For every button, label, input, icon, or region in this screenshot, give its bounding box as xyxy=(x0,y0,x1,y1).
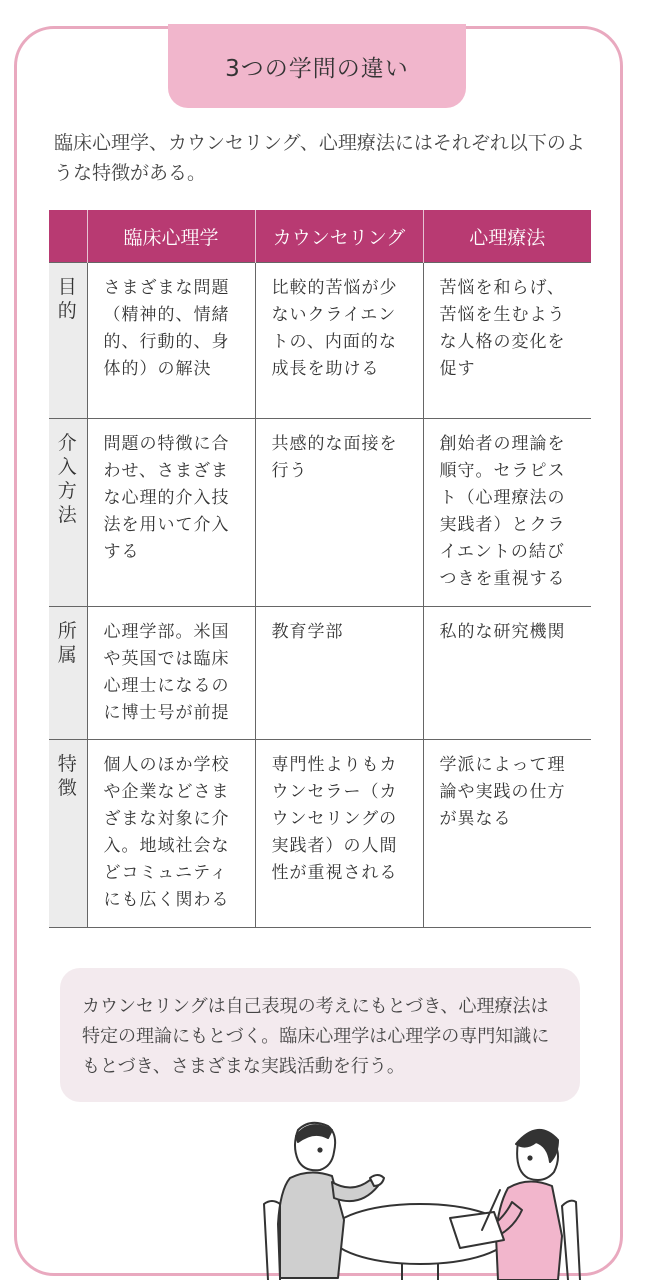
table-header-row xyxy=(49,210,591,263)
table-cell: 教育学部 xyxy=(255,607,423,740)
table-corner xyxy=(49,210,87,263)
table-cell: 学派によって理論や実践の仕方が異なる xyxy=(423,740,591,928)
comparison-table xyxy=(49,210,591,928)
counseling-illustration xyxy=(250,1118,590,1280)
column-header: カウンセリング xyxy=(255,210,423,263)
row-header: 介入方法 xyxy=(49,419,87,607)
table-cell: 心理学部。米国や英国では臨床心理士になるのに博士号が前提 xyxy=(87,607,255,740)
table-cell: 問題の特徴に合わせ、さまざまな心理的介入技法を用いて介入する xyxy=(87,419,255,607)
table-cell: 共感的な面接を行う xyxy=(255,419,423,607)
table-cell: 私的な研究機関 xyxy=(423,607,591,740)
table-cell: 苦悩を和らげ、苦悩を生むような人格の変化を促す xyxy=(423,263,591,419)
table-row xyxy=(49,263,591,419)
table-cell: 個人のほか学校や企業などさまざまな対象に介入。地域社会などコミュニティにも広く関わる xyxy=(87,740,255,928)
table-cell: 比較的苦悩が少ないクライエントの、内面的な成長を助ける xyxy=(255,263,423,419)
row-header: 目的 xyxy=(49,263,87,419)
intro-text: 臨床心理学、カウンセリング、心理療法にはそれぞれ以下のような特徴がある。 xyxy=(54,132,585,184)
column-header: 臨床心理学 xyxy=(87,210,255,263)
row-header: 特徴 xyxy=(49,740,87,928)
table-cell: 創始者の理論を順守。セラピスト（心理療法の実践者）とクライエントの結びつきを重視する xyxy=(423,419,591,607)
row-header: 所属 xyxy=(49,607,87,740)
table-cell: 専門性よりもカウンセラー（カウンセリングの実践者）の人間性が重視される xyxy=(255,740,423,928)
page-title: 3つの学問の違い xyxy=(168,24,466,108)
table-row xyxy=(49,740,591,928)
summary-box: カウンセリングは自己表現の考えにもとづき、心理療法は特定の理論にもとづく。臨床心理学は心理学の専門知識にもとづき、さまざまな実践活動を行う。 xyxy=(60,968,580,1102)
column-header: 心理療法 xyxy=(423,210,591,263)
table-row xyxy=(49,607,591,740)
table-row xyxy=(49,419,591,607)
table-cell: さまざまな問題（精神的、情緒的、行動的、身体的）の解決 xyxy=(87,263,255,419)
